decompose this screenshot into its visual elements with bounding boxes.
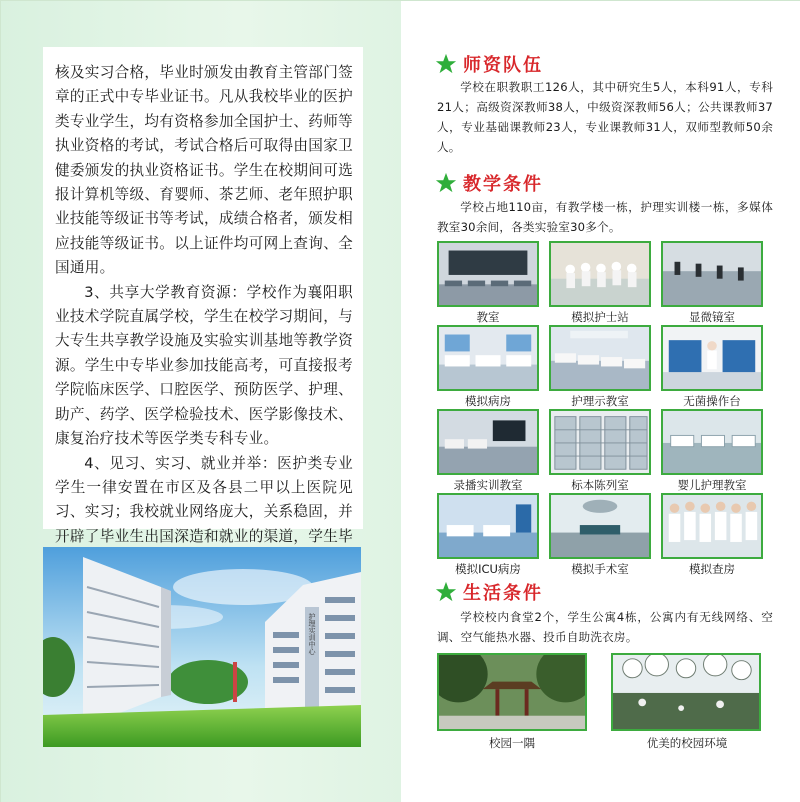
faculty-text: 学校在职教职工126人，其中研究生5人，本科91人，专科21人；高级资深教师38人，中级资深教师56人；公共课教师37人，专业基础课教师23人，专业课教师31人，双师型教师50余人。 bbox=[437, 80, 773, 154]
faculty-heading bbox=[435, 51, 543, 77]
info-text-box bbox=[43, 47, 363, 545]
building-sign: 护理实训中心 bbox=[308, 613, 316, 655]
caption-icu: 模拟ICU病房 bbox=[455, 562, 521, 576]
demo-room-photo bbox=[549, 325, 651, 391]
faculty-title: 师资队伍 bbox=[463, 55, 543, 76]
operating-room-photo bbox=[549, 493, 651, 559]
classroom-photo bbox=[437, 241, 539, 307]
ward-photo bbox=[437, 325, 539, 391]
caption-sterile-bench: 无菌操作台 bbox=[683, 394, 741, 408]
star-icon bbox=[435, 172, 457, 194]
living-heading bbox=[435, 579, 543, 605]
living-text: 学校校内食堂2个，学生公寓4栋，公寓内有无线网络、空调、空气能热水器、投币自助洗衣房。 bbox=[437, 610, 773, 644]
recording-room-photo bbox=[437, 409, 539, 475]
star-icon bbox=[435, 53, 457, 75]
caption-specimen-room: 标本陈列室 bbox=[571, 478, 629, 492]
paragraph-certificates: 核及实习合格，毕业时颁发由教育主管部门签章的正式中专毕业证书。凡从我校毕业的医护类专业学生，均有资格参加全国护士、药师等执业资格的考试，考试合格后可取得由国家卫健委颁发的执业资格证书。学生在校期间可选报计算机等级、育婴师、茶艺师、老年照护职业技能等级证书等考试，成绩合格者，颁发相应技能等级证书。以上证件均可网上查询、全国通用。 bbox=[55, 64, 353, 277]
caption-campus-scenery: 优美的校园环境 bbox=[646, 736, 728, 750]
caption-recording-room: 录播实训教室 bbox=[453, 478, 523, 492]
star-icon bbox=[435, 581, 457, 603]
teaching-text: 学校占地110亩，有教学楼一栋，护理实训楼一栋，多媒体教室30余间，各类实验室30多个。 bbox=[437, 200, 773, 234]
paragraph-internship-employment: 4、见习、实习、就业并举：医护类专业学生一律安置在市区及各县二甲以上医院见习、实习；我校就业网络庞大，关系稳固，并开辟了毕业生出国深造和就业的渠道，学生毕 bbox=[55, 454, 353, 545]
campus-scenery-photo bbox=[611, 653, 761, 731]
teaching-title: 教学条件 bbox=[463, 174, 543, 195]
caption-ward: 模拟病房 bbox=[465, 394, 511, 408]
caption-nurse-station: 模拟护士站 bbox=[571, 310, 629, 324]
sterile-bench-photo bbox=[661, 325, 763, 391]
caption-ward-round: 模拟查房 bbox=[689, 562, 735, 576]
caption-campus-corner: 校园一隅 bbox=[489, 736, 535, 750]
caption-classroom: 教室 bbox=[476, 310, 500, 324]
ward-round-photo bbox=[661, 493, 763, 559]
caption-demo-room: 护理示教室 bbox=[571, 394, 629, 408]
caption-microscope-room: 显微镜室 bbox=[689, 310, 735, 324]
caption-infant-care: 婴儿护理教室 bbox=[677, 478, 747, 492]
campus-corner-photo bbox=[437, 653, 587, 731]
specimen-room-photo bbox=[549, 409, 651, 475]
nurse-station-photo bbox=[549, 241, 651, 307]
microscope-room-photo bbox=[661, 241, 763, 307]
paragraph-shared-resources: 3、共享大学教育资源：学校作为襄阳职业技术学院直属学校，学生在校学习期间，与大专生共享教学设施及实验实训基地等教学资源。学生中专毕业参加技能高考，可直接报考学院临床医学、口腔医学、预防医学、护理、助产、药学、医学检验技术、医学影像技术、康复治疗技术等医学类专科专业。 bbox=[55, 283, 353, 448]
living-title: 生活条件 bbox=[463, 583, 543, 604]
teaching-heading bbox=[435, 170, 543, 196]
infant-care-photo bbox=[661, 409, 763, 475]
caption-operating-room: 模拟手术室 bbox=[571, 562, 629, 576]
icu-photo bbox=[437, 493, 539, 559]
campus-building-photo bbox=[43, 547, 361, 747]
